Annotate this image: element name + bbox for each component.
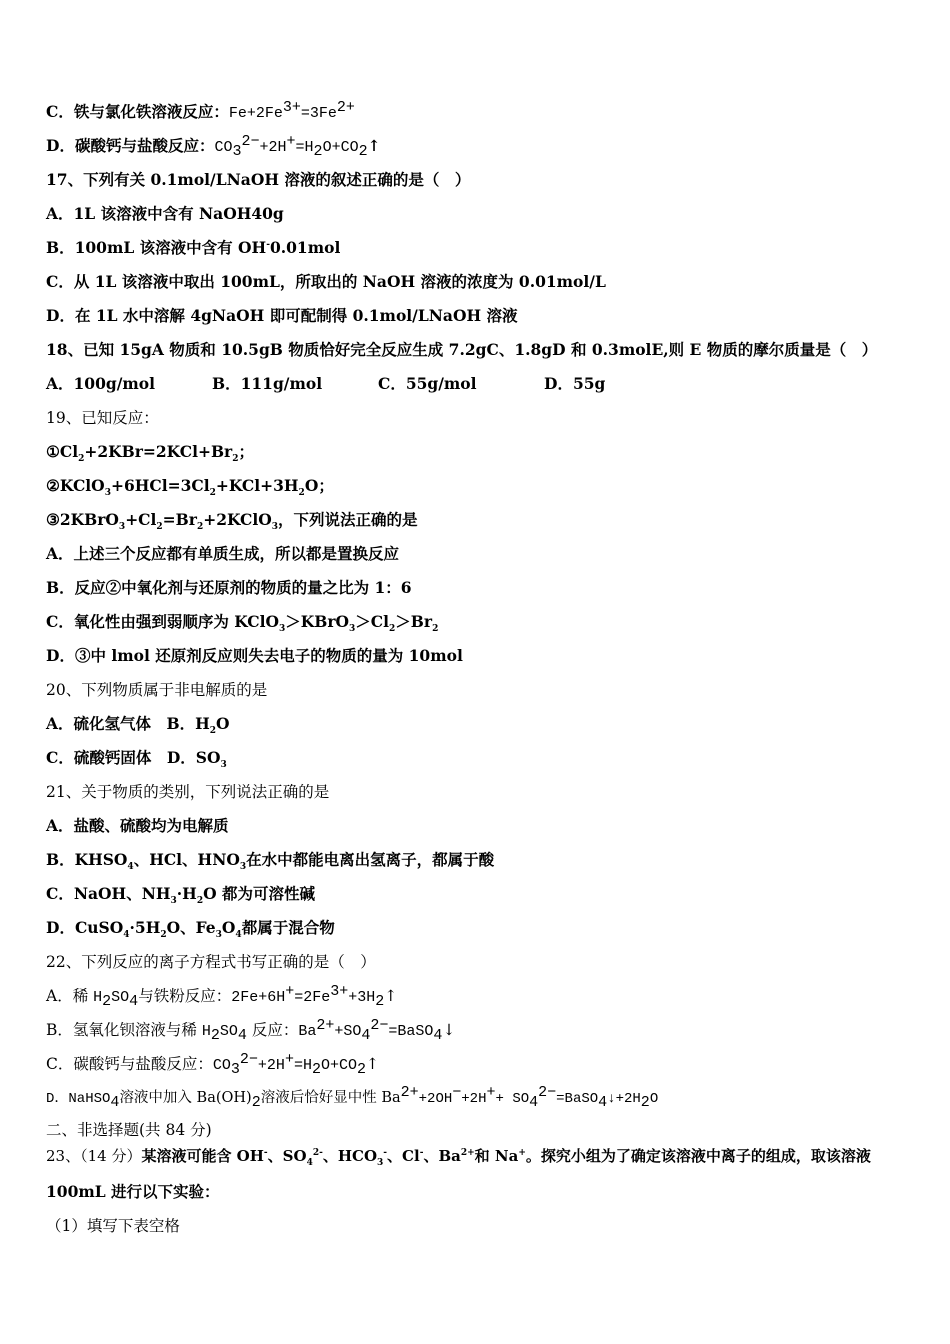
formula-part: ②KClO (46, 476, 105, 495)
q19-option-c (46, 612, 439, 635)
option-text: O (216, 714, 230, 733)
subscript: 2 (251, 1093, 261, 1111)
superscript: + (284, 1050, 294, 1068)
formula-part: B．KHSO (46, 850, 128, 869)
subscript: 4 (129, 993, 139, 1011)
option-text: A．上述三个反应都有单质生成，所以都是置换反应 (46, 544, 400, 563)
subscript: 2 (102, 993, 112, 1011)
option-text: 0.01mol (269, 238, 341, 257)
question-text: 。探究小组为了确定该溶液中离子的组成，取该溶液 (525, 1147, 871, 1165)
formula-part: ↓+2H (607, 1091, 641, 1107)
superscript: - (263, 1148, 268, 1158)
formula-part: ＞KBrO (285, 612, 350, 631)
formula-part: H (201, 1023, 211, 1040)
formula-part: C．NaOH、NH (46, 884, 171, 903)
option-text: A．盐酸、硫酸均为电解质 (46, 816, 229, 835)
subscript: 2 (640, 1093, 650, 1111)
q20-options-ab (46, 714, 230, 737)
superscript: 2- (312, 1148, 323, 1158)
superscript: 2− (241, 132, 260, 150)
q17-option-a (46, 204, 284, 224)
subscript: 2 (389, 624, 396, 635)
subscript: 2 (209, 726, 217, 737)
subscript: 2 (357, 1061, 367, 1079)
superscript: 2− (239, 1050, 258, 1068)
option-d-caco3-hcl (46, 132, 381, 161)
question-text: 22、下列反应的离子方程式书写正确的是（ ） (46, 953, 376, 971)
option-label: D．碳酸钙与盐酸反应： (46, 136, 215, 155)
option-text: C．从 1L 该溶液中取出 100mL，所取出的 NaOH 溶液的浓度为 0.01mol/L (46, 272, 606, 291)
subscript: 3 (220, 760, 227, 771)
option-text: C．硫酸钙固体 D．SO (46, 748, 221, 767)
option-text: B．氢氧化钡溶液与稀 (46, 1021, 202, 1039)
question-text: 100mL 进行以下实验： (46, 1182, 220, 1201)
subscript: 2 (375, 993, 385, 1011)
q19-reaction-2 (46, 476, 334, 499)
formula-part: ＞Br (395, 612, 433, 631)
formula-part: +Cl (125, 510, 157, 529)
formula-part: +2KClO (203, 510, 272, 529)
q18-option-a: A．100g/mol (46, 374, 156, 393)
superscript: - (383, 1148, 388, 1158)
q19-option-a (46, 544, 399, 564)
formula-part: Ba (298, 1023, 317, 1040)
q19-option-d (46, 646, 463, 666)
subscript: 2 (313, 143, 323, 161)
option-text: B．反应②中氧化剂与还原剂的物质的量之比为 1：6 (46, 578, 412, 597)
formula-part: =Br (162, 510, 197, 529)
option-text: D．在 1L 水中溶解 4gNaOH 即可配制得 0.1mol/LNaOH 溶液 (46, 306, 518, 325)
option-text: A．稀 (46, 987, 94, 1005)
subscript: 3 (271, 522, 279, 533)
formula-part: O 都为可溶性碱 (203, 884, 315, 903)
formula-part: ①Cl (46, 442, 79, 461)
question-text: 21、关于物质的类别，下列说法正确的是 (46, 783, 330, 801)
question-text: 18、已知 15gA 物质和 10.5gB 物质恰好完全反应生成 7.2gC、1.8gD 和 0.3molE,则 E 物质的摩尔质量是（ ） (46, 340, 878, 359)
formula-part: O (221, 918, 236, 937)
question-22 (46, 952, 376, 972)
option-text: 反应： (246, 1021, 299, 1039)
q21-option-b (46, 850, 495, 873)
question-text: 、HCO (322, 1147, 378, 1165)
formula-part: SO (219, 1023, 238, 1040)
formula-part: D．CuSO (46, 918, 124, 937)
subscript: 2 (232, 454, 239, 465)
question-text: （1）填写下表空格 (46, 1217, 180, 1235)
formula-part: + SO (495, 1091, 530, 1107)
q19-option-b (46, 578, 412, 598)
question-text: 17、下列有关 0.1mol/LNaOH 溶液的叙述正确的是（ ） (46, 170, 471, 189)
superscript: 3+ (330, 982, 349, 1000)
formula-part: O、Fe (166, 918, 216, 937)
option-text: B．100mL 该溶液中含有 OH (46, 238, 267, 257)
q21-option-c (46, 884, 315, 907)
formula-part: +6HCl=3Cl (110, 476, 210, 495)
superscript: 2+ (400, 1084, 419, 1102)
formula-part: ③2KBrO (46, 510, 119, 529)
subscript: 2 (210, 1027, 220, 1045)
formula-part: +2OH (418, 1091, 453, 1107)
q19-reaction-1 (46, 442, 254, 465)
arrow-up: ↑ (367, 136, 381, 155)
q22-option-d (46, 1084, 659, 1111)
formula-part: +KCl+3H (215, 476, 299, 495)
superscript: 2+ (316, 1016, 335, 1034)
formula-part: +SO (334, 1023, 362, 1040)
formula-part: CO (212, 1057, 231, 1074)
q17-option-c (46, 272, 606, 292)
subscript: 2 (160, 930, 167, 941)
superscript: 2− (370, 1016, 389, 1034)
formula-part: H (93, 989, 103, 1006)
q20-options-cd (46, 748, 227, 771)
superscript: − (452, 1084, 462, 1102)
section-title (46, 1120, 212, 1140)
superscript: - (266, 239, 270, 250)
formula-part: Fe+2Fe (228, 105, 283, 122)
subscript: 3 (104, 488, 111, 499)
subscript: 2 (311, 1061, 321, 1079)
option-text: A．硫化氢气体 B．H (46, 714, 210, 733)
question-21 (46, 782, 329, 802)
question-19 (46, 408, 159, 428)
q22-option-b (46, 1016, 456, 1045)
question-20 (46, 680, 267, 700)
formula-part: 都属于混合物 (241, 918, 335, 937)
subscript: 2 (156, 522, 163, 533)
formula-part: =H (293, 1057, 312, 1074)
subscript: 3 (279, 624, 286, 635)
subscript: 3 (239, 862, 247, 873)
superscript: 3+ (282, 98, 301, 116)
subscript: 4 (598, 1093, 608, 1111)
formula-part: ·5H (129, 918, 161, 937)
subscript: 2 (78, 454, 85, 465)
superscript: + (286, 132, 296, 150)
formula-part: O+CO (322, 139, 359, 156)
subscript: 3 (230, 1061, 240, 1079)
formula-part: D．NaHSO (46, 1091, 111, 1107)
subscript: 3 (118, 522, 126, 533)
superscript: - (419, 1148, 424, 1158)
question-text: 、SO (267, 1147, 307, 1165)
subscript: 3 (377, 1158, 384, 1168)
subscript: 4 (433, 1027, 443, 1045)
question-text: 19、已知反应： (46, 409, 159, 427)
formula-part: ·H (176, 884, 197, 903)
formula-part: O (649, 1091, 659, 1107)
formula-part: SO (111, 989, 130, 1006)
formula-part: +3H (348, 989, 376, 1006)
formula-part: ，下列说法正确的是 (278, 510, 418, 529)
formula-part: CO (214, 139, 233, 156)
q18-option-d: D．55g (544, 374, 606, 393)
question-23-continued (46, 1182, 220, 1202)
subscript: 4 (123, 930, 130, 941)
option-text: 与铁粉反应： (138, 987, 232, 1005)
formula-part: 、HCl、HNO (133, 850, 240, 869)
question-text: 和 Na (474, 1147, 519, 1165)
subscript: 2 (358, 143, 368, 161)
option-text: 溶液中加入 Ba(OH) (119, 1090, 252, 1106)
subscript: 4 (361, 1027, 371, 1045)
formula-part: =2Fe (294, 989, 331, 1006)
q17-option-d (46, 306, 518, 326)
question-text: 、Ba (423, 1147, 461, 1165)
option-label: C．铁与氯化铁溶液反应： (46, 102, 229, 121)
formula-part: ＞Cl (355, 612, 390, 631)
formula-part: O+CO (320, 1057, 357, 1074)
question-17 (46, 170, 470, 190)
option-text: C．碳酸钙与盐酸反应： (46, 1055, 213, 1073)
subscript: 2 (298, 488, 305, 499)
superscript: 2− (538, 1084, 557, 1102)
formula-part: 在水中都能电离出氢离子，都属于酸 (246, 850, 495, 869)
option-text: A．1L 该溶液中含有 NaOH40g (46, 204, 284, 223)
option-c-iron-ferric (46, 98, 355, 124)
q19-reaction-3 (46, 510, 418, 533)
q22-option-a (46, 982, 398, 1011)
formula-part: ； (238, 442, 254, 461)
formula-part: O； (304, 476, 334, 495)
arrow-up: ↑ (366, 1055, 380, 1073)
arrow-down: ↓ (442, 1021, 456, 1039)
superscript: + (518, 1148, 526, 1158)
section-text: 二、非选择题(共 84 分) (46, 1121, 212, 1139)
superscript: 2+ (336, 98, 355, 116)
subscript: 4 (110, 1093, 120, 1111)
q18-option-c: C．55g/mol (378, 374, 477, 393)
subscript: 4 (306, 1158, 313, 1168)
subscript: 3 (232, 143, 242, 161)
question-23-part-1 (46, 1216, 180, 1236)
formula-part: 2Fe+6H (231, 989, 286, 1006)
subscript: 2 (209, 488, 216, 499)
formula-part: +2KBr=2KCl+Br (84, 442, 233, 461)
question-text: 、Cl (387, 1147, 420, 1165)
question-23 (46, 1146, 871, 1166)
superscript: + (285, 982, 295, 1000)
formula-part: C．氧化性由强到弱顺序为 KClO (46, 612, 280, 631)
formula-part: =BaSO (388, 1023, 434, 1040)
formula-part: =BaSO (556, 1091, 599, 1107)
q21-option-a (46, 816, 229, 836)
formula-part: +2H (259, 139, 287, 156)
question-text: 20、下列物质属于非电解质的是 (46, 681, 268, 699)
superscript: + (486, 1084, 496, 1102)
subscript: 3 (170, 896, 177, 907)
q17-option-b (46, 238, 340, 258)
q18-option-b: B．111g/mol (212, 374, 323, 393)
q22-option-c (46, 1050, 380, 1079)
subscript: 3 (215, 930, 222, 941)
subscript: 3 (349, 624, 356, 635)
subscript: 4 (235, 930, 242, 941)
subscript: 4 (127, 862, 134, 873)
formula-part: =H (295, 139, 314, 156)
subscript: 2 (432, 624, 439, 635)
question-text: 某溶液可能含 OH (141, 1147, 264, 1165)
question-number: 23、（14 分） (46, 1147, 142, 1165)
formula-part: +2H (257, 1057, 285, 1074)
subscript: 4 (237, 1027, 247, 1045)
formula-part: =3Fe (300, 105, 337, 122)
subscript: 4 (529, 1093, 539, 1111)
q21-option-d (46, 918, 335, 941)
subscript: 2 (196, 522, 204, 533)
subscript: 2 (196, 896, 204, 907)
superscript: 2+ (460, 1148, 475, 1158)
question-18 (46, 340, 877, 360)
option-text: 溶液后恰好显中性 Ba (260, 1090, 401, 1106)
arrow-up: ↑ (384, 987, 398, 1005)
option-text: D．③中 lmol 还原剂反应则失去电子的物质的量为 10mol (46, 646, 463, 665)
formula-part: +2H (461, 1091, 487, 1107)
